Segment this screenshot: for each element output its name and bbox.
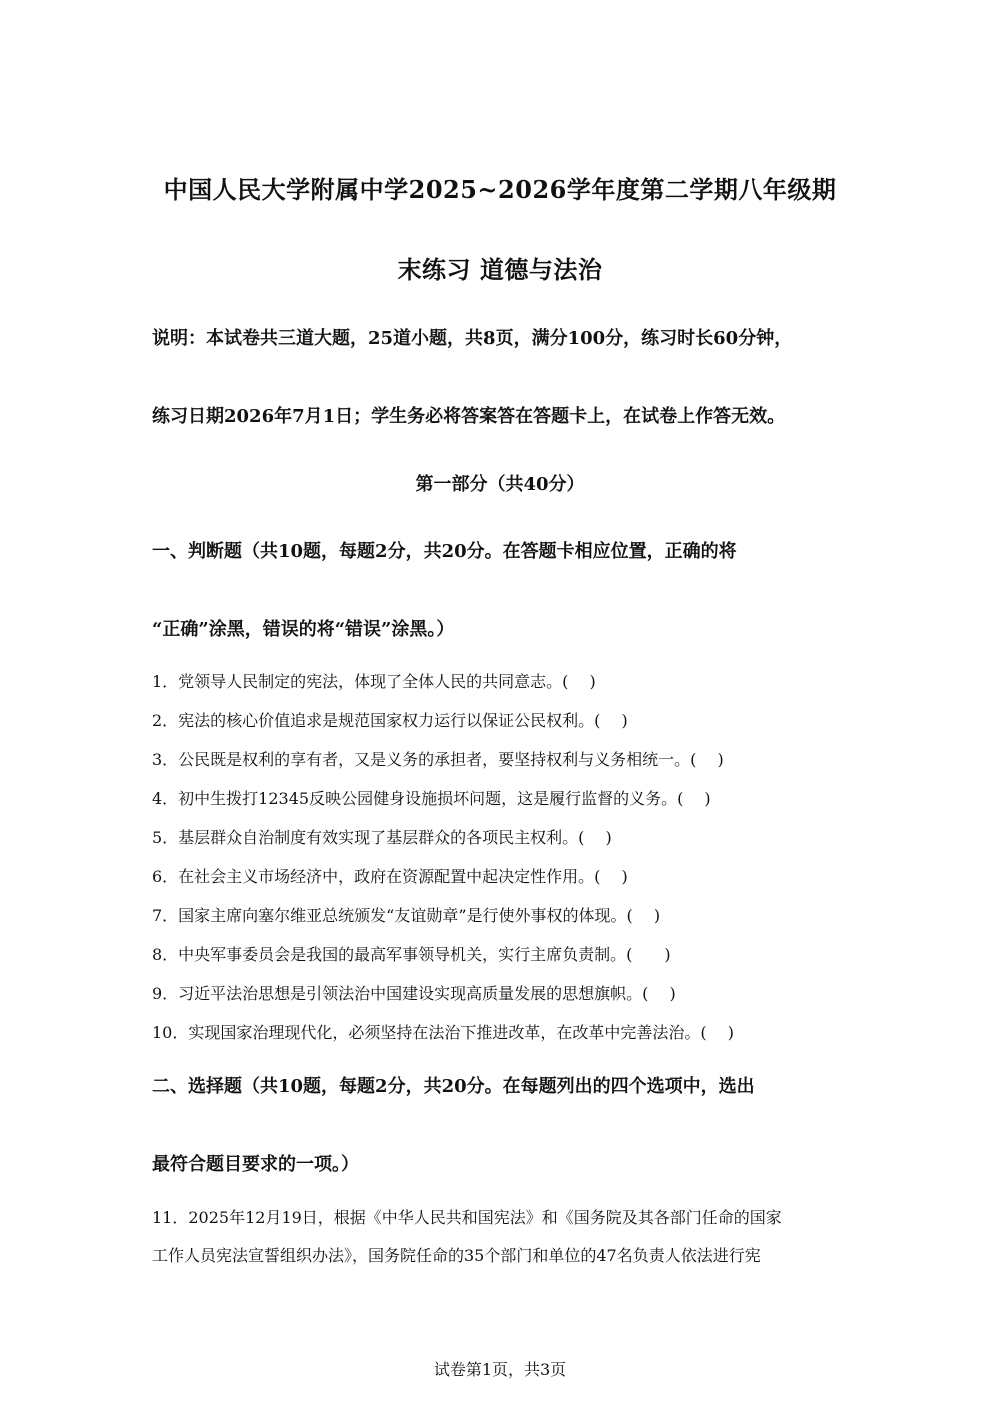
question-11-line-1: 11．2025年12月19日，根据《中华人民共和国宪法》和《国务院及其各部门任命的国家: [152, 1208, 782, 1227]
question-4: 4．初中生拨打12345反映公园健身设施损坏问题，这是履行监督的义务。( ): [152, 789, 711, 808]
instructions-line-2: 练习日期2026年7月1日；学生务必将答案答在答题卡上，在试卷上作答无效。: [152, 406, 786, 427]
page-footer: 试卷第1页，共3页: [433, 1360, 567, 1379]
question-10: 10．实现国家治理现代化，必须坚持在法治下推进改革，在改革中完善法治。( ): [152, 1023, 734, 1042]
question-11-line-2: 工作人员宪法宣誓组织办法》，国务院任命的35个部门和单位的47名负责人依法进行宪: [152, 1246, 761, 1265]
section-two-heading-line-2: 最符合题目要求的一项。）: [152, 1154, 359, 1175]
section-one-heading-line-1: 一、判断题（共10题，每题2分，共20分。在答题卡相应位置，正确的将: [152, 541, 737, 562]
instructions-line-1: 说明：本试卷共三道大题，25道小题，共8页，满分100分，练习时长60分钟，: [152, 328, 793, 349]
part-one-heading: 第一部分（共40分）: [415, 474, 585, 495]
question-7: 7．国家主席向塞尔维亚总统颁发“友谊勋章”是行使外事权的体现。( ): [152, 906, 661, 925]
question-1: 1．党领导人民制定的宪法，体现了全体人民的共同意志。( ): [152, 672, 596, 691]
question-5: 5．基层群众自治制度有效实现了基层群众的各项民主权利。( ): [152, 828, 612, 847]
exam-title-line-2: 末练习 道德与法治: [397, 255, 603, 284]
question-9: 9．习近平法治思想是引领法治中国建设实现高质量发展的思想旗帜。( ): [152, 984, 676, 1003]
question-3: 3．公民既是权利的享有者，又是义务的承担者，要坚持权利与义务相统一。( ): [152, 750, 724, 769]
exam-title-line-1: 中国人民大学附属中学2025~2026学年度第二学期八年级期: [163, 175, 837, 204]
question-6: 6．在社会主义市场经济中，政府在资源配置中起决定性作用。( ): [152, 867, 628, 886]
question-8: 8．中央军事委员会是我国的最高军事领导机关，实行主席负责制。( ): [152, 945, 671, 964]
section-one-heading-line-2: “正确”涂黑，错误的将“错误”涂黑。）: [152, 619, 455, 640]
section-two-heading-line-1: 二、选择题（共10题，每题2分，共20分。在每题列出的四个选项中，选出: [152, 1076, 755, 1097]
question-2: 2．宪法的核心价值追求是规范国家权力运行以保证公民权利。( ): [152, 711, 628, 730]
